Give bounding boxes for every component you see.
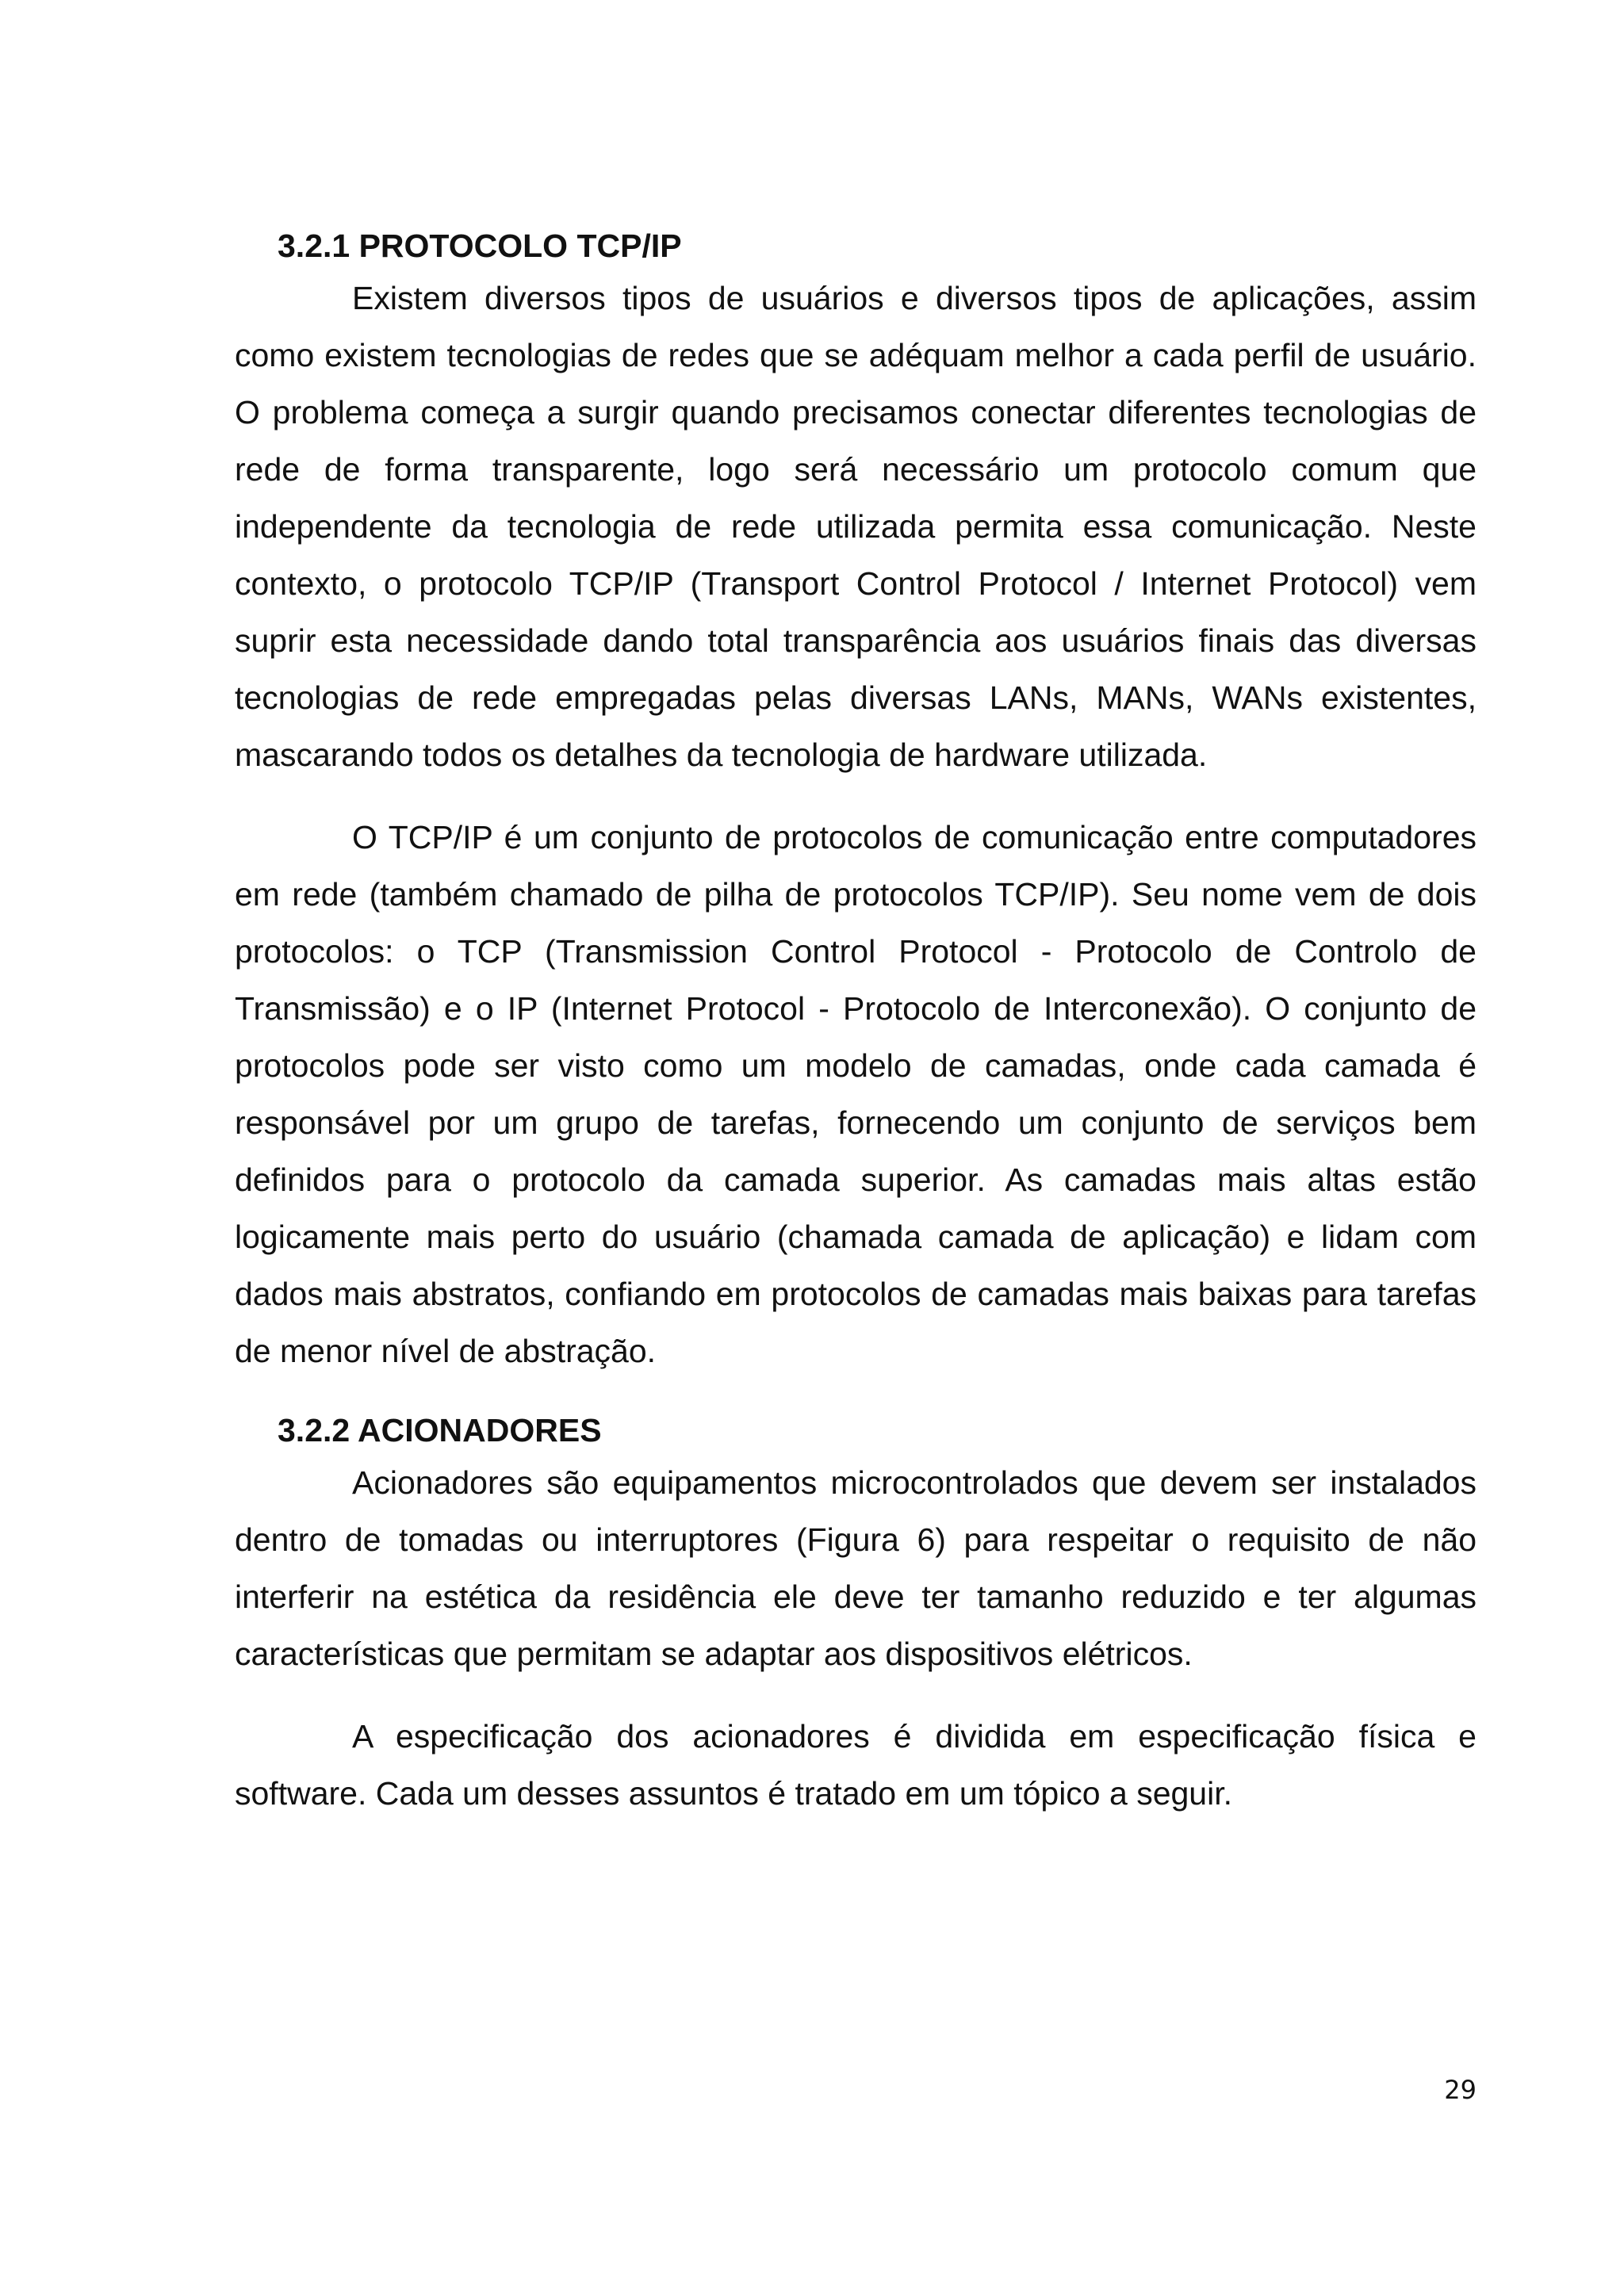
paragraph-tcp-ip-definition: O TCP/IP é um conjunto de protocolos de comunicação entre computadores em rede (também chamado de pilha de protocolos TCP/IP). Seu nome vem de dois protocolos: o TCP (Transmission Control Protocol - Protocolo de Controlo de Transmissão) e o IP (Internet Protocol - Protocolo de Interconexão). O conjunto de protocolos pode ser visto como um modelo de camadas, onde cada camada é responsável por um grupo de tarefas, fornecendo um conjunto de serviços bem definidos para o protocolo da camada superior. As camadas mais altas estão logicamente mais perto do usuário (chamada camada de aplicação) e lidam com dados mais abstratos, confiando em protocolos de camadas mais baixas para tarefas de menor nível de abstração. xyxy=(235,819,1477,1369)
paragraph-tcp-ip-intro: Existem diversos tipos de usuários e diversos tipos de aplicações, assim como existem tecnologias de redes que se adéquam melhor a cada perfil de usuário. O problema começa a surgir quando precisamos conectar diferentes tecnologias de rede de forma transparente, logo será necessário um protocolo comum que independente da tecnologia de rede utilizada permita essa comunicação. Neste contexto, o protocolo TCP/IP (Transport Control Protocol / Internet Protocol) vem suprir esta necessidade dando total transparência aos usuários finais das diversas tecnologias de rede empregadas pelas diversas LANs, MANs, WANs existentes, mascarando todos os detalhes da tecnologia de hardware utilizada. xyxy=(235,280,1477,773)
section-heading-tcp-ip: 3.2.1 PROTOCOLO TCP/IP xyxy=(278,228,682,264)
page-number: 29 xyxy=(1444,2075,1477,2105)
paragraph-acionadores-spec: A especificação dos acionadores é dividida em especificação física e software. Cada um desses assuntos é tratado em um tópico a seguir. xyxy=(235,1718,1477,1812)
paragraph-acionadores-intro: Acionadores são equipamentos microcontrolados que devem ser instalados dentro de tomadas ou interruptores (Figura 6) para respeitar o requisito de não interferir na estética da residência ele deve ter tamanho reduzido e ter algumas características que permitam se adaptar aos dispositivos elétricos. xyxy=(235,1464,1477,1672)
page-content xyxy=(235,222,1477,1822)
section-heading-acionadores: 3.2.2 ACIONADORES xyxy=(278,1412,602,1448)
